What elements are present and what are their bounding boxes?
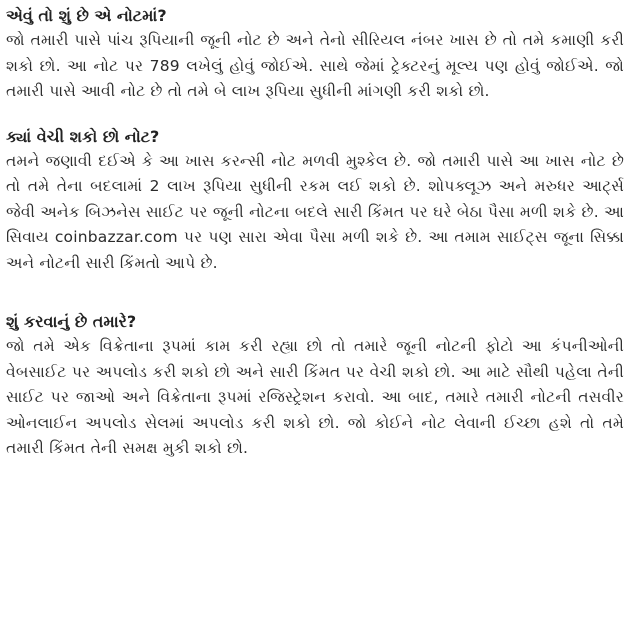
section-heading: એવું તો શું છે એ નોટમાં?	[6, 6, 167, 25]
section-paragraph: જો તમારી પાસે પાંચ રૂપિયાની જૂની નોટ છે અને તેનો સીરિયલ નંબર ખાસ છે તો તમે કમાણી કરી શકો છો. આ નોટ પર 789 લખેલું હોવું જોઈએ. સાથે જેમાં ટ્રેક્ટરનું મૂલ્ય પણ હોવું જોઈએ. જો તમારી પાસે આવી નોટ છે તો તમે બે લાખ રૂપિયા સુધીની માંગણી કરી શકો છો.	[6, 31, 624, 100]
section-heading: ક્યાં વેચી શકો છો નોટ?	[6, 126, 160, 146]
section-what-to-do	[6, 310, 624, 462]
section-paragraph: તમને જણાવી દઈએ કે આ ખાસ કરન્સી નોટ મળવી મુશ્કેલ છે. જો તમારી પાસે આ ખાસ નોટ છે તો તમે તેના બદલામાં 2 લાખ રૂપિયા સુધીની રકમ લઈ શકો છે. શોપક્લૂઝ અને મરુધર આર્ટ્સ જેવી અનેક બિઝનેસ સાઈટ પર જૂની નોટના બદલે સારી કિંમત પર ઘરે બેઠા પૈસા મળી શકે છે. આ સિવાય coinbazzar.com પર પણ સારા એવા પૈસા મળી શકે છે. આ તમામ સાઈટ્સ જૂના સિક્કા અને નોટની સારી કિંમતો આપે છે.	[6, 151, 624, 272]
section-where-to-sell	[6, 125, 624, 277]
section-paragraph: જો તમે એક વિક્રેતાના રૂપમાં કામ કરી રહ્યા છો તો તમારે જૂની નોટની ફોટો આ કંપનીઓની વેબસાઈટ પર અપલોડ કરી શકો છો અને સારી કિંમત પર વેચી શકો છો. આ માટે સૌથી પહેલા તેની સાઈટ પર જાઓ અને વિક્રેતાના રૂપમાં રજિસ્ટ્રેશન કરાવો. આ બાદ, તમારે તમારી નોટની તસવીર ઓનલાઈન અપલોડ સેલમાં અપલોડ કરી શકો છો. જો કોઈને નોટ લેવાની ઈચ્છા હશે તો તમે તમારી કિંમત તેની સમક્ષ મુકી શકો છો.	[6, 337, 624, 457]
section-note-feature	[6, 4, 624, 105]
section-heading: શું કરવાનું છે તમારે?	[6, 312, 137, 331]
